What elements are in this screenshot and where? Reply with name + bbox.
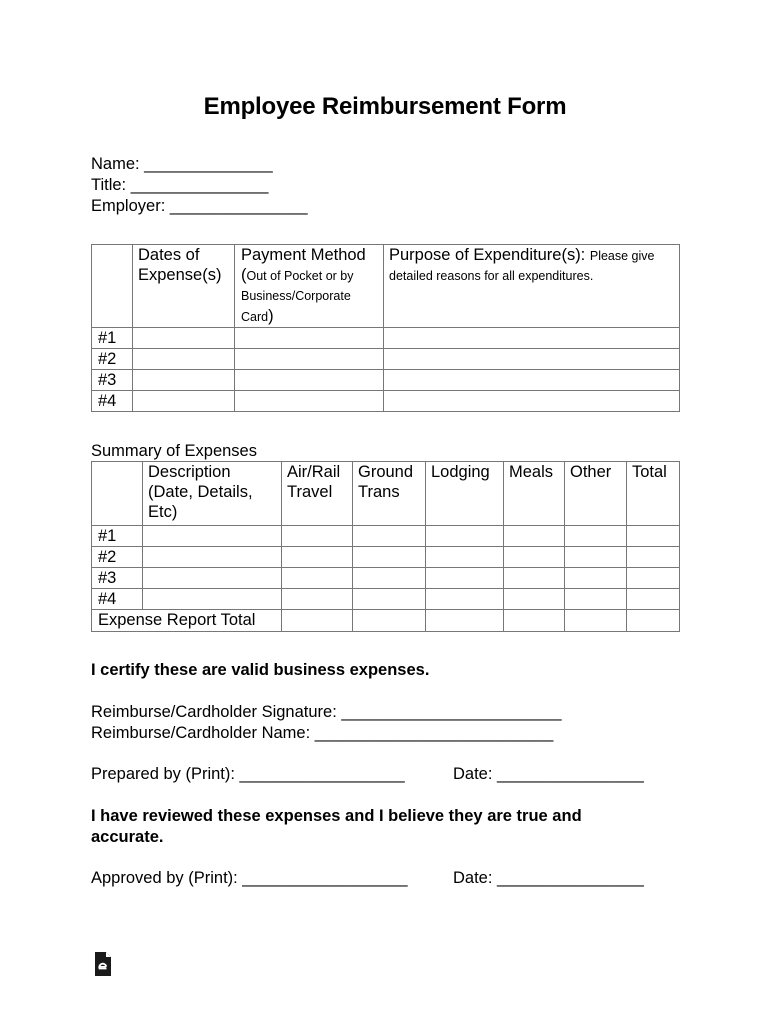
expense-report-total-label: Expense Report Total	[92, 610, 282, 632]
signature-field[interactable]: Reimburse/Cardholder Signature: ________________________	[91, 703, 562, 721]
expense-table	[91, 244, 680, 412]
table-row	[92, 391, 680, 412]
table-row	[92, 328, 680, 349]
title-field[interactable]: Title: _______________	[91, 176, 269, 194]
air-rail-header-line1: Air/Rail	[287, 463, 341, 481]
purpose-header-small: Please give	[589, 249, 655, 263]
prepared-by-field[interactable]: Prepared by (Print): __________________	[91, 765, 405, 783]
total-row	[92, 610, 680, 632]
description-cell[interactable]	[143, 547, 282, 568]
other-total-cell[interactable]	[565, 610, 627, 632]
ground-cell[interactable]	[353, 547, 426, 568]
ground-trans-header	[353, 462, 426, 526]
payment-cell[interactable]	[235, 328, 384, 349]
total-cell[interactable]	[627, 589, 680, 610]
grand-total-cell[interactable]	[627, 610, 680, 632]
lodging-cell[interactable]	[426, 568, 504, 589]
other-header: Other	[565, 462, 627, 526]
summary-corner-cell	[92, 462, 143, 526]
table-row	[92, 568, 680, 589]
eforms-logo-icon	[93, 952, 113, 976]
total-cell[interactable]	[627, 526, 680, 547]
air-rail-cell[interactable]	[282, 526, 353, 547]
row-label: #1	[92, 526, 143, 547]
row-label: #3	[92, 568, 143, 589]
payment-header-line4: Card	[241, 310, 269, 324]
payment-cell[interactable]	[235, 391, 384, 412]
meals-cell[interactable]	[504, 547, 565, 568]
air-rail-total-cell[interactable]	[282, 610, 353, 632]
meals-cell[interactable]	[504, 589, 565, 610]
row-label: #1	[92, 328, 133, 349]
other-cell[interactable]	[565, 568, 627, 589]
ground-cell[interactable]	[353, 568, 426, 589]
ground-header-line1: Ground	[358, 463, 414, 481]
purpose-header	[384, 245, 680, 328]
lodging-header: Lodging	[426, 462, 504, 526]
meals-header: Meals	[504, 462, 565, 526]
payment-method-header	[235, 245, 384, 328]
meals-cell[interactable]	[504, 526, 565, 547]
table-row	[92, 547, 680, 568]
other-cell[interactable]	[565, 547, 627, 568]
reviewed-statement-line1: I have reviewed these expenses and I believe they are true and	[91, 807, 582, 825]
ground-header-line2: Trans	[358, 483, 400, 501]
description-header-line2: (Date, Details,	[148, 483, 253, 501]
air-rail-header	[282, 462, 353, 526]
payment-close-paren: )	[268, 307, 274, 325]
purpose-header-line1: Purpose of Expenditure(s):	[389, 246, 590, 264]
dates-cell[interactable]	[133, 349, 235, 370]
meals-cell[interactable]	[504, 568, 565, 589]
other-cell[interactable]	[565, 589, 627, 610]
approved-date-field[interactable]: Date: ________________	[453, 869, 644, 887]
payment-cell[interactable]	[235, 370, 384, 391]
total-cell[interactable]	[627, 547, 680, 568]
payment-cell[interactable]	[235, 349, 384, 370]
table-row	[92, 526, 680, 547]
row-label: #2	[92, 547, 143, 568]
dates-header-line2: Expense(s)	[138, 266, 222, 284]
dates-cell[interactable]	[133, 328, 235, 349]
meals-total-cell[interactable]	[504, 610, 565, 632]
certify-statement: I certify these are valid business expenses.	[91, 661, 430, 679]
payment-open-paren: (	[241, 266, 247, 284]
summary-table-header	[92, 462, 680, 526]
air-rail-header-line2: Travel	[287, 483, 333, 501]
reviewed-statement-line2: accurate.	[91, 828, 164, 846]
ground-cell[interactable]	[353, 526, 426, 547]
lodging-total-cell[interactable]	[426, 610, 504, 632]
summary-table	[91, 461, 680, 632]
purpose-cell[interactable]	[384, 370, 680, 391]
description-cell[interactable]	[143, 589, 282, 610]
description-header	[143, 462, 282, 526]
prepared-date-field[interactable]: Date: ________________	[453, 765, 644, 783]
purpose-cell[interactable]	[384, 349, 680, 370]
approved-by-field[interactable]: Approved by (Print): __________________	[91, 869, 408, 887]
description-cell[interactable]	[143, 526, 282, 547]
lodging-cell[interactable]	[426, 589, 504, 610]
payment-header-line2: Out of Pocket or by	[246, 269, 354, 283]
purpose-cell[interactable]	[384, 391, 680, 412]
table-row	[92, 370, 680, 391]
payment-header-line1: Payment Method	[241, 246, 366, 264]
dates-header-line1: Dates of	[138, 246, 200, 264]
table-row	[92, 589, 680, 610]
dates-cell[interactable]	[133, 370, 235, 391]
lodging-cell[interactable]	[426, 547, 504, 568]
air-rail-cell[interactable]	[282, 568, 353, 589]
air-rail-cell[interactable]	[282, 547, 353, 568]
dates-cell[interactable]	[133, 391, 235, 412]
payment-header-line3: Business/Corporate	[241, 289, 351, 303]
ground-cell[interactable]	[353, 589, 426, 610]
description-header-line3: Etc)	[148, 503, 178, 521]
description-cell[interactable]	[143, 568, 282, 589]
other-cell[interactable]	[565, 526, 627, 547]
total-header: Total	[627, 462, 680, 526]
row-label: #2	[92, 349, 133, 370]
row-label: #4	[92, 589, 143, 610]
employer-field[interactable]: Employer: _______________	[91, 197, 308, 215]
dates-header	[133, 245, 235, 328]
air-rail-cell[interactable]	[282, 589, 353, 610]
expense-table-header	[92, 245, 680, 328]
row-label: #3	[92, 370, 133, 391]
name-field[interactable]: Name: ______________	[91, 155, 273, 173]
description-header-line1: Description	[148, 463, 231, 481]
total-cell[interactable]	[627, 568, 680, 589]
expense-corner-cell	[92, 245, 133, 328]
form-title: Employee Reimbursement Form	[203, 93, 567, 120]
row-label: #4	[92, 391, 133, 412]
purpose-cell[interactable]	[384, 328, 680, 349]
table-row	[92, 349, 680, 370]
cardholder-name-field[interactable]: Reimburse/Cardholder Name: __________________________	[91, 724, 554, 742]
summary-heading: Summary of Expenses	[91, 442, 257, 460]
lodging-cell[interactable]	[426, 526, 504, 547]
ground-total-cell[interactable]	[353, 610, 426, 632]
purpose-header-line2: detailed reasons for all expenditures.	[389, 269, 594, 283]
